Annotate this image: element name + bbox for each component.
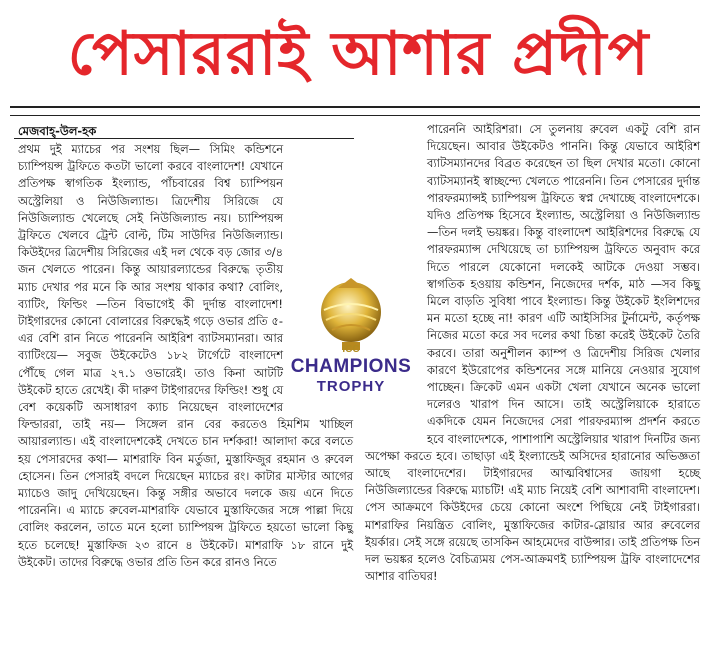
logo-trophy-text: TROPHY bbox=[316, 378, 386, 395]
byline: মেজবাহ্-উল-হক bbox=[18, 124, 97, 138]
byline-rule bbox=[14, 138, 354, 139]
column-2-text: পারেননি আইরিশরা। সে তুলনায় রুবেল একটু বেশি রান দিয়েছেন। আবার উইকেটও পাননি। কিন্তু যেভাবে আইরিশ ব্যাটসম্যানদের বিব্রত করেছেন তা ছিল দেখার মতো। কোনো ব্যাটসম্যানই স্বাচ্ছন্দ্যে খেলতে পারেননি। তিন পেসারের দুর্দান্ত পারফরম্যান্সই চ্যাম্পিয়ন্স ট্রফিতে স্বপ্ন দেখাচ্ছে বাংলাদেশকে। যদিও প্রতিপক্ষ হিসেবে ইংল্যান্ড, অস্ট্রেলিয়া ও নিউজিল্যান্ড —তিন দলই ভয়ঙ্কর। কিন্তু বাংলাদেশ আইরিশদের বিরুদ্ধে যে পারফরম্যান্স দেখিয়েছে তা চ্যাম্পিয়ন্স ট্রফিতে অনুবাদ করে দিতে পারলে যেকোনো দলকেই আটকে দেওয়া সম্ভব। স্বাগতিক হওয়ায় কন্ডিশন, নিজেদের দর্শক, মাঠ —সব কিছু মিলে বাড়তি সুবিধা পাবে ইংল্যান্ড। কিন্তু উইকেট ইংলিশদের মন মতো হচ্ছে না! কারণ এটি আইসিসির টুর্নামেন্ট, কর্তৃপক্ষ নিজের মতো করে সব দলের কথা চিন্তা করেই উইকেট তৈরি করবে। তারা অনুশীলন ক্যাম্প ও ত্রিদেশীয় সিরিজ খেলার কারণে ইউরোপের কন্ডিশনের সঙ্গে মানিয়ে নেওয়ার সুযোগ পাচ্ছেন। ক্রিকেট এমন একটা খেলা যেখানে অনেক ভালো দলেরও খারাপ দিন আসে। তাই অস্ট্রেলিয়াকে হারাতে একদিকে যেমন নিজেদের সেরা পারফরম্যান্স প্রদর্শন করতে হবে বাংলাদেশকে, পাশাপাশি অস্ট্রেলিয়ার খারাপ দিনটির জন্য অপেক্ষা করতে হবে। তাছাড়া এই ইংল্যান্ডেই অসিদের হারানোর অভিজ্ঞতা আছে বাংলাদেশের। টাইগারদের আত্মবিশ্বাসের জায়গা হচ্ছে নিউজিল্যান্ডের বিরুদ্ধে ম্যাচটি! এই ম্যাচ নিয়েই বেশি আশাবাদী বাংলাদেশ। পেস আক্রমণে কিউইদের চেয়ে কোনো অংশে পিছিয়ে নেই টাইগাররা। মাশরাফির নিয়ন্ত্রিত বোলিং, মুস্তাফিজের কাটার-স্লোয়ার আর রুবেলের ইয়র্কার। সেই সঙ্গে রয়েছে তাসকিন আহমেদের বাউন্সার। তাই প্রতিপক্ষ তিন দল ভয়ঙ্কর হলেও বৈচিত্র্যময় পেস-আক্রমণই চ্যাম্পিয়ন্স ট্রফি বাংলাদেশের আশার বাতিঘর! bbox=[365, 122, 700, 584]
logo-champions-text: CHAMPIONS bbox=[290, 356, 412, 377]
headline: পেসাররাই আশার প্রদীপ bbox=[67, 19, 650, 89]
headline-rule-top bbox=[10, 106, 700, 108]
headline-rule-bottom bbox=[10, 115, 700, 116]
champions-trophy-logo bbox=[286, 272, 416, 424]
logo-icc-text: ICC bbox=[342, 344, 360, 355]
trophy-icon bbox=[286, 272, 416, 352]
column-1-text: প্রথম দুই ম্যাচের পর সংশয় ছিল— সিমিং কন্ডিশনে চ্যাম্পিয়ন্স ট্রফিতে কতটা ভালো করবে বাংলাদেশ! যেখানে প্রতিপক্ষ স্বাগতিক ইংল্যান্ড, পাঁচবারের বিশ্ব চ্যাম্পিয়ন অস্ট্রেলিয়া ও নিউজিল্যান্ড। ত্রিদেশীয় সিরিজে যে নিউজিল্যান্ড খেলেছে সেই নিউজিল্যান্ড নয়। চ্যাম্পিয়ন্স ট্রফিতে খেলবে ট্রেন্ট বোল্ট, টিম সাউদির নিউজিল্যান্ড। কিউইদের ত্রিদেশীয় সিরিজের এই দল থেকে বড় জোর ৩/৪ জন খেলতে পারেন। কিন্তু আয়ারল্যান্ডের বিরুদ্ধে তৃতীয় ম্যাচ দেখার পর মনে কি আর সংশয় থাকার কথা? বোলিং, ব্যাটিং, ফিল্ডিং —তিন বিভাগেই কী দুর্দান্ত বাংলাদেশ! টাইগারদের কোনো বোলারের বিরুদ্ধেই গড়ে ওভার প্রতি ৫-এর বেশি রান নিতে পারেননি আইরিশ ব্যাটসম্যানরা। আর ব্যাটিংয়ে— সবুজ উইকেটেও ১৮২ টার্গেটে বাংলাদেশ পৌঁছে গেল মাত্র ২৭.১ ওভারেই। তাও কিনা আটটি উইকেট হাতে রেখেই। কী দারুণ টাইগারদের ফিল্ডিং! শুধু যে বেশ কয়েকটি অসাধারণ ক্যাচ নিয়েছেন বাংলাদেশের ফিল্ডাররা, তাই নয়— সিঙ্গেল রান বের করতেও হিমশিম খাচ্ছিল আয়ারল্যান্ড। এই বাংলাদেশকেই দেখতে চান দর্শকরা! আলাদা করে বলতে হয় পেসারদের কথা— মাশরাফি বিন মর্তুজা, মুস্তাফিজুর রহমান ও রুবেল হোসেন। তিন পেসারই বদলে দিয়েছেন ম্যাচের রং। কাটার মাস্টার আগের ম্যাচেও জাদু দেখিয়েছেন। কিন্তু সঙ্গীর অভাবে দলকে জয় এনে দিতে পারেননি। এ ম্যাচে রুবেল-মাশরাফি যেভাবে মুস্তাফিজের সঙ্গে পাল্লা দিয়ে বোলিং করলেন, তাতে মনে হলো চ্যাম্পিয়ন্স ট্রফিতে হয়তো ভালো কিছু হতে চলেছে! মুস্তাফিজ ২৩ রানে ৪ উইকেট। মাশরাফি ১৮ রানে দুই উইকেট। তাদের বিরুদ্ধে ওভার প্রতি তিন করে রানও নিতে bbox=[18, 142, 353, 569]
